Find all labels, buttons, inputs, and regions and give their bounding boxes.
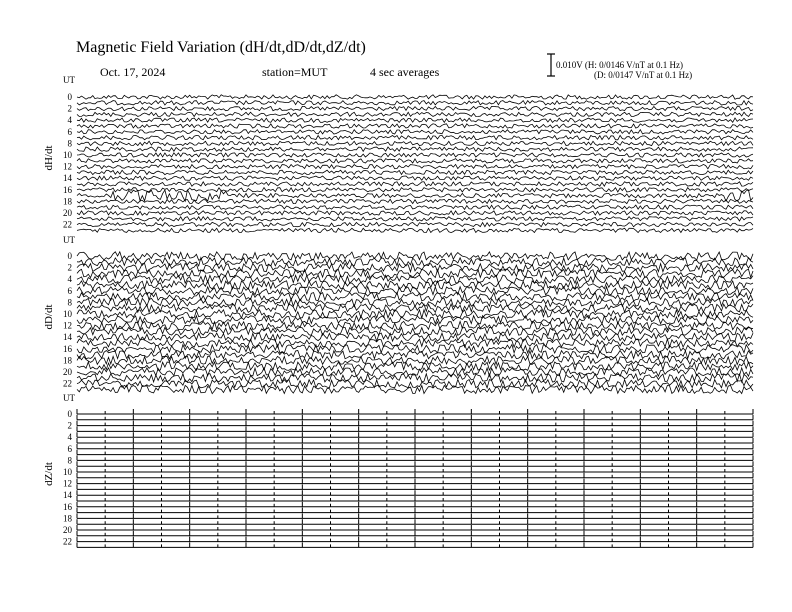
component-axis-label: dH/dt <box>43 145 55 171</box>
station-label: station=MUT <box>262 65 328 79</box>
trace-line <box>77 118 753 122</box>
hour-tick-label: 22 <box>63 378 72 389</box>
hour-tick-label: 22 <box>63 219 72 230</box>
hour-tick-label: 6 <box>67 285 72 296</box>
hour-tick-label: 22 <box>63 536 72 547</box>
trace-line <box>77 101 753 105</box>
trace-line <box>77 339 753 347</box>
trace-line <box>77 182 753 186</box>
ut-label: UT <box>63 393 75 403</box>
hour-tick-label: 0 <box>67 251 72 261</box>
ut-label: UT <box>63 235 75 245</box>
trace-line <box>77 379 753 387</box>
trace-line <box>77 135 753 139</box>
trace-line <box>77 159 753 163</box>
hour-tick-label: 2 <box>67 103 72 114</box>
hour-tick-label: 2 <box>67 262 72 273</box>
hour-tick-label: 4 <box>67 115 72 126</box>
scale-h-sensitivity: (H: 0/0146 V/nT at 0.1 Hz) <box>584 60 683 70</box>
trace-line <box>77 164 753 168</box>
trace-line <box>77 170 753 174</box>
hour-tick-label: 14 <box>63 490 72 501</box>
trace-line <box>77 217 753 221</box>
trace-line <box>77 263 753 271</box>
averaging-label: 4 sec averages <box>370 65 440 79</box>
trace-line <box>77 222 753 226</box>
trace-line <box>77 153 753 157</box>
trace-line <box>77 199 753 203</box>
trace-line <box>77 112 753 116</box>
hour-tick-label: 18 <box>63 196 72 207</box>
hour-tick-label: 2 <box>67 420 72 431</box>
hour-tick-label: 20 <box>63 367 72 377</box>
trace-line <box>77 374 753 382</box>
trace-line <box>77 385 753 393</box>
ut-label: UT <box>63 75 75 85</box>
trace-line <box>77 287 753 295</box>
hour-tick-label: 10 <box>63 150 72 160</box>
trace-line <box>77 310 753 318</box>
hour-tick-label: 8 <box>67 138 72 149</box>
trace-line <box>77 321 753 329</box>
trace-line <box>77 211 753 215</box>
trace-line <box>77 228 753 232</box>
trace-line <box>77 130 753 134</box>
hour-tick-label: 18 <box>63 355 72 366</box>
hour-tick-label: 12 <box>63 161 72 172</box>
component-axis-label: dD/dt <box>43 304 55 330</box>
hour-tick-label: 14 <box>63 173 72 184</box>
hour-tick-label: 18 <box>63 513 72 524</box>
hour-tick-label: 10 <box>63 309 72 319</box>
hour-tick-label: 8 <box>67 455 72 466</box>
hour-tick-label: 6 <box>67 126 72 137</box>
hour-tick-label: 0 <box>67 92 72 102</box>
hour-tick-label: 4 <box>67 432 72 443</box>
hour-tick-label: 4 <box>67 274 72 285</box>
hour-tick-label: 16 <box>63 343 72 354</box>
trace-line <box>77 333 753 341</box>
trace-line <box>77 188 753 192</box>
scale-value: 0.010V <box>556 60 583 70</box>
hour-tick-label: 16 <box>63 184 72 195</box>
hour-tick-label: 8 <box>67 297 72 308</box>
scale-d-sensitivity: (D: 0/0147 V/nT at 0.1 Hz) <box>594 70 693 80</box>
hour-tick-label: 14 <box>63 332 72 343</box>
trace-line <box>77 205 753 209</box>
trace-line <box>77 351 753 359</box>
hour-tick-label: 20 <box>63 525 72 535</box>
trace-line <box>77 141 753 145</box>
trace-line <box>77 106 753 110</box>
hour-tick-label: 12 <box>63 320 72 331</box>
hour-tick-label: 6 <box>67 443 72 454</box>
hour-tick-label: 10 <box>63 467 72 477</box>
component-axis-label: dZ/dt <box>43 462 55 486</box>
trace-line <box>77 147 753 151</box>
trace-line <box>77 95 753 99</box>
hour-tick-label: 12 <box>63 478 72 489</box>
trace-line <box>77 356 753 364</box>
date-label: Oct. 17, 2024 <box>100 65 166 79</box>
hour-tick-label: 0 <box>67 409 72 419</box>
chart-title: Magnetic Field Variation (dH/dt,dD/dt,dZ/dt) <box>76 39 366 56</box>
hour-tick-label: 20 <box>63 208 72 218</box>
trace-line <box>77 316 753 324</box>
hour-tick-label: 16 <box>63 501 72 512</box>
trace-line <box>77 124 753 128</box>
trace-line <box>77 176 753 180</box>
